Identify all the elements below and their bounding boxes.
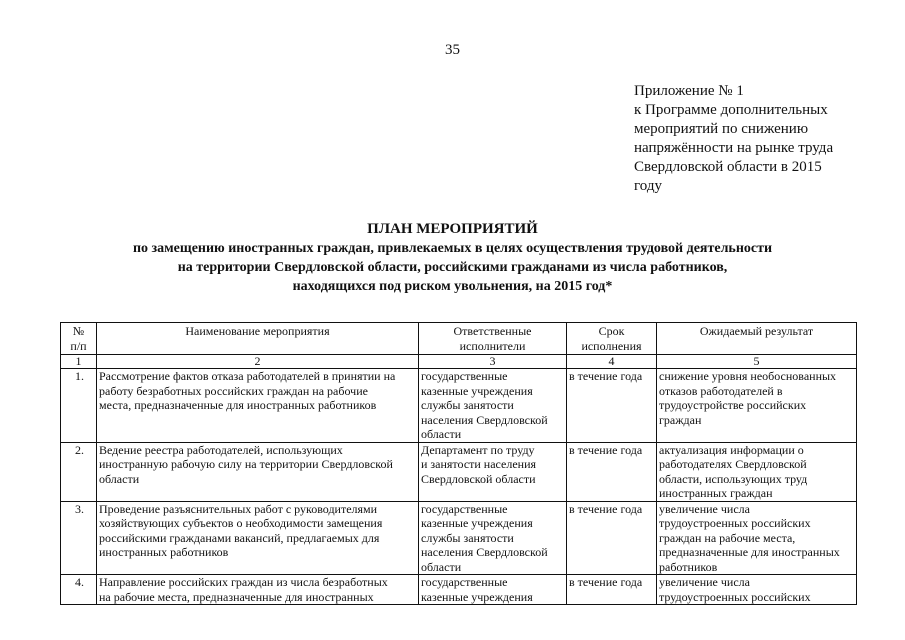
appendix-line: году — [634, 178, 662, 194]
deadline-cell — [567, 501, 657, 575]
result-cell-line: увеличение числа — [659, 501, 750, 516]
result-cell-line: актуализация информации о — [659, 442, 804, 457]
executors-cell-line: населения Свердловской — [421, 545, 548, 559]
result-cell — [657, 501, 857, 575]
result-cell-line: отказов работодателей в — [659, 383, 783, 398]
deadline-cell-line: в течение года — [569, 575, 643, 589]
appendix-line: напряжённости на рынке труда — [634, 140, 834, 156]
executors-cell-line: Свердловской области — [421, 471, 536, 486]
executors-cell-line: области — [421, 427, 462, 441]
header-executors — [419, 323, 567, 355]
subtitle-line: по замещению иностранных граждан, привлекаемых в целях осуществления трудовой деятельности — [132, 241, 773, 256]
appendix-note — [634, 82, 899, 196]
deadline-cell-line: в течение года — [569, 501, 643, 516]
activity-cell-line: Направление российских граждан из числа безработных — [99, 575, 388, 589]
subtitle-line: на территории Свердловской области, российскими гражданами из числа работников, — [177, 260, 728, 275]
executors-cell — [419, 575, 567, 605]
table-row — [61, 575, 857, 605]
row-number: 2. — [61, 442, 97, 501]
appendix-line: Свердловской области в 2015 — [634, 159, 822, 175]
header-line: № — [72, 324, 85, 338]
appendix-line: к Программе дополнительных — [634, 102, 828, 118]
executors-cell-line: службы занятости — [421, 398, 514, 412]
result-cell-line: увеличение числа — [659, 575, 750, 589]
row-number: 4. — [61, 575, 97, 605]
column-number: 1 — [61, 355, 97, 369]
header-line: Наименование мероприятия — [185, 324, 330, 338]
activity-cell-line: области — [99, 471, 140, 486]
header-line: исполнители — [459, 338, 526, 353]
column-number: 3 — [419, 355, 567, 369]
deadline-cell — [567, 575, 657, 605]
table-body — [61, 369, 857, 605]
appendix-line: Приложение № 1 — [634, 83, 744, 99]
result-cell-line: работодателях Свердловской — [659, 457, 807, 471]
executors-cell-line: Департамент по труду — [421, 442, 535, 457]
executors-cell-line: казенные учреждения — [421, 516, 533, 530]
result-cell-line: снижение уровня необоснованных — [659, 369, 837, 383]
row-number: 1. — [61, 369, 97, 443]
header-line: Ответственные — [453, 324, 532, 338]
header-activity — [97, 323, 419, 355]
subtitle-line: находящихся под риском увольнения, на 2015 год* — [292, 279, 613, 294]
activity-cell — [97, 575, 419, 605]
executors-cell-line: области — [421, 559, 462, 574]
row-number: 3. — [61, 501, 97, 575]
activities-table — [60, 322, 857, 605]
executors-cell-line: государственные — [421, 369, 508, 383]
table-row — [61, 369, 857, 443]
deadline-cell-line: в течение года — [569, 442, 643, 457]
result-cell-line: предназначенные для иностранных — [659, 545, 840, 559]
header-result — [657, 323, 857, 355]
result-cell-line: трудоустроенных российских — [659, 589, 811, 604]
executors-cell — [419, 369, 567, 443]
activity-cell-line: на рабочие места, предназначенные для иностранных — [99, 589, 374, 604]
result-cell-line: области, использующих труд — [659, 471, 808, 486]
column-number: 4 — [567, 355, 657, 369]
table-header-row — [61, 323, 857, 355]
header-deadline — [567, 323, 657, 355]
header-line: Срок — [598, 324, 625, 338]
executors-cell-line: казенные учреждения — [421, 383, 533, 398]
activity-cell — [97, 501, 419, 575]
column-number: 5 — [657, 355, 857, 369]
activity-cell-line: иностранных работников — [99, 545, 229, 559]
column-number-row — [61, 355, 857, 369]
table-row — [61, 501, 857, 575]
result-cell — [657, 369, 857, 443]
header-line: Ожидаемый результат — [699, 324, 814, 338]
activity-cell — [97, 442, 419, 501]
result-cell — [657, 442, 857, 501]
header-number — [61, 323, 97, 355]
result-cell-line: граждан на рабочие места, — [659, 530, 796, 545]
plan-subtitle — [0, 239, 905, 296]
result-cell-line: иностранных граждан — [659, 486, 773, 500]
activity-cell-line: места, предназначенные для иностранных работников — [99, 398, 377, 412]
executors-cell — [419, 442, 567, 501]
activity-cell-line: Проведение разъяснительных работ с руководителями — [99, 501, 378, 516]
activity-cell-line: иностранную рабочую силу на территории Свердловской — [99, 457, 393, 471]
header-line: п/п — [70, 338, 87, 353]
activity-cell-line: работу безработных российских граждан на рабочие — [99, 383, 368, 398]
executors-cell-line: государственные — [421, 501, 508, 516]
result-cell-line: трудоустроенных российских — [659, 516, 811, 530]
activity-cell-line: Ведение реестра работодателей, использующих — [99, 442, 343, 457]
appendix-line: мероприятий по снижению — [634, 121, 809, 137]
deadline-cell — [567, 369, 657, 443]
page-number: 35 — [445, 42, 460, 58]
result-cell — [657, 575, 857, 605]
executors-cell-line: и занятости населения — [421, 457, 537, 471]
activity-cell — [97, 369, 419, 443]
column-number: 2 — [97, 355, 419, 369]
table-row — [61, 442, 857, 501]
executors-cell — [419, 501, 567, 575]
header-line: исполнения — [581, 338, 642, 353]
activity-cell-line: российскими гражданами вакансий, предлагаемых для — [99, 530, 380, 545]
result-cell-line: трудоустройстве российских — [659, 398, 807, 412]
result-cell-line: граждан — [659, 412, 702, 427]
executors-cell-line: государственные — [421, 575, 508, 589]
deadline-cell-line: в течение года — [569, 369, 643, 383]
executors-cell-line: службы занятости — [421, 530, 514, 545]
plan-title: ПЛАН МЕРОПРИЯТИЙ — [367, 221, 538, 237]
activity-cell-line: хозяйствующих субъектов о необходимости замещения — [99, 516, 383, 530]
result-cell-line: работников — [659, 559, 718, 574]
deadline-cell — [567, 442, 657, 501]
executors-cell-line: казенные учреждения — [421, 589, 533, 604]
executors-cell-line: населения Свердловской — [421, 412, 548, 427]
activity-cell-line: Рассмотрение фактов отказа работодателей в принятии на — [99, 369, 396, 383]
